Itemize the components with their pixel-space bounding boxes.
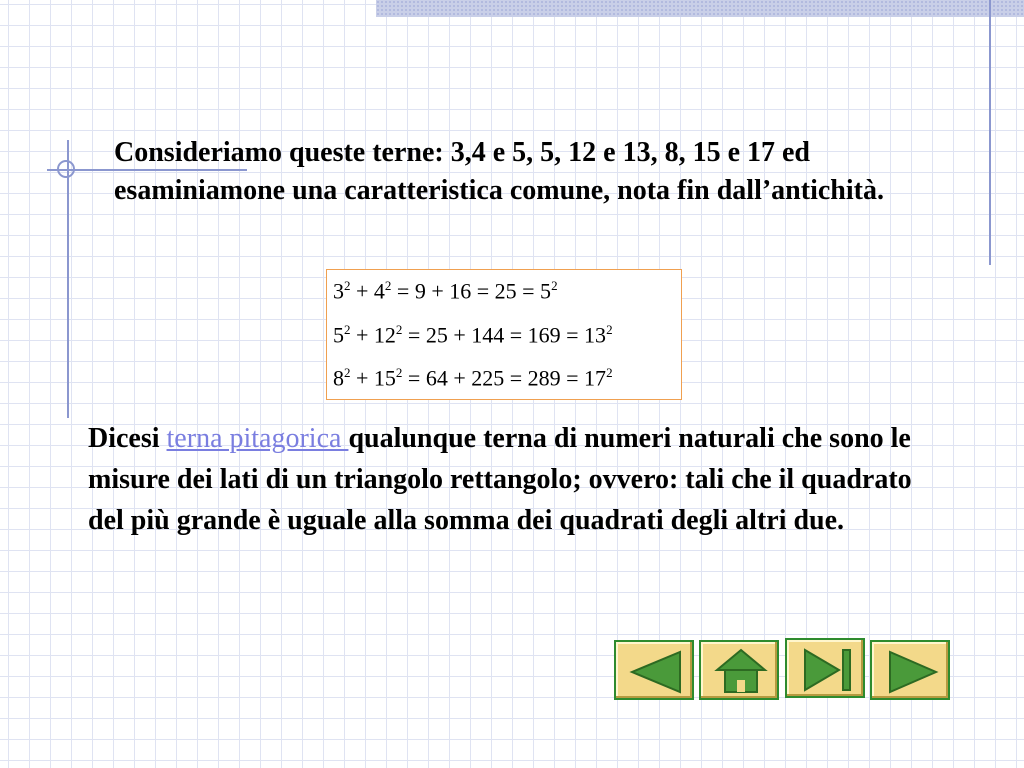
triangle-left-icon — [616, 642, 696, 702]
home-button[interactable] — [699, 640, 779, 700]
formula-base-b: 12 — [373, 322, 396, 348]
top-decorative-bar — [376, 0, 1024, 17]
ring-decoration — [57, 160, 75, 178]
formula-expr: = 64 + 225 = 289 = 17 — [407, 365, 607, 391]
terna-pitagorica-link[interactable]: terna pitagorica — [166, 423, 349, 454]
next-button[interactable] — [870, 640, 950, 700]
home-icon — [701, 642, 781, 702]
definition-pre: Dicesi — [88, 423, 167, 454]
skip-end-icon — [787, 640, 867, 700]
formula-base-a: 5 — [333, 322, 344, 348]
formula-box — [326, 269, 682, 400]
formula-base-a: 3 — [333, 278, 344, 304]
end-button[interactable] — [785, 638, 865, 698]
formula-line: $8^2 + 15^2 = 64 + 225 = 289 = 17^2$ — [333, 365, 613, 391]
formula-line: $3^2 + 4^2 = 9 + 16 = 25 = 5^2$ — [333, 278, 558, 304]
formula-base-b: 15 — [373, 365, 396, 391]
definition-paragraph — [88, 418, 918, 541]
formula-base-b: 4 — [373, 278, 385, 304]
definition-post: qualunque terna di numeri naturali che sono le misure dei lati di un triangolo rettangolo; ovvero: tali che il quadrato del più grande è uguale alla somma dei quadrati degli altri due. — [88, 423, 912, 536]
triangle-right-icon — [872, 642, 952, 702]
previous-button[interactable] — [614, 640, 694, 700]
intro-paragraph: Consideriamo queste terne: 3,4 e 5, 5, 12 e 13, 8, 15 e 17 ed esaminiamone una caratteristica comune, nota fin dall’antichità. — [114, 137, 884, 206]
formula-expr: = 9 + 16 = 25 = 5 — [396, 278, 552, 304]
formula-base-a: 8 — [333, 365, 344, 391]
formula-expr: = 25 + 144 = 169 = 13 — [407, 322, 607, 348]
left-vertical-rule — [67, 140, 69, 418]
right-vertical-rule — [989, 0, 991, 265]
formula-line: $5^2 + 12^2 = 25 + 144 = 169 = 13^2$ — [333, 322, 613, 348]
